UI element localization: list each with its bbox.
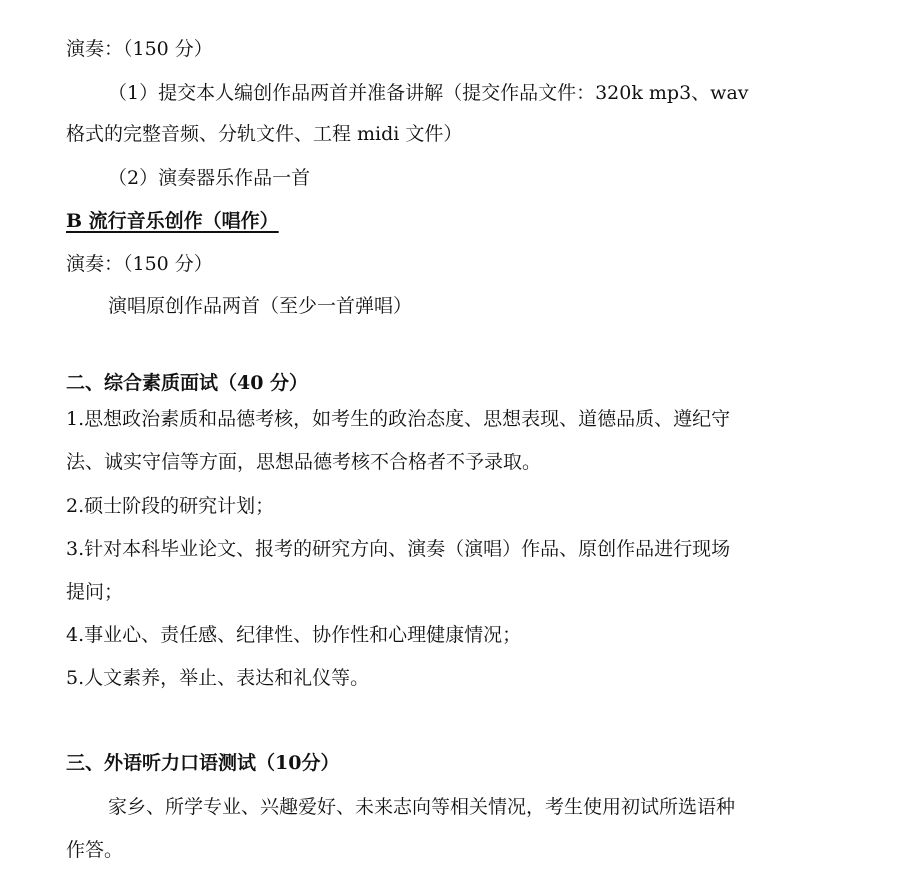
singing-requirement: 演唱原创作品两首（至少一首弹唱） — [108, 295, 413, 317]
section-2-item-2: 2.硕士阶段的研究计划； — [66, 495, 275, 517]
section-2-item-5: 5.人文素养，举止、表达和礼仪等。 — [66, 667, 370, 689]
section-3-body-a: 家乡、所学专业、兴趣爱好、未来志向等相关情况，考生使用初试所选语种 — [108, 796, 736, 818]
section-b-heading: B 流行音乐创作（唱作） — [66, 210, 279, 232]
section-2-item-3a: 3.针对本科毕业论文、报考的研究方向、演奏（演唱）作品、原创作品进行现场 — [66, 538, 731, 560]
section-2-heading: 二、综合素质面试（40 分） — [66, 372, 309, 394]
section-3-heading: 三、外语听力口语测试（10分） — [66, 752, 340, 774]
item-2-line: （2）演奏器乐作品一首 — [108, 167, 311, 189]
section-2-item-1a: 1.思想政治素质和品德考核，如考生的政治态度、思想表现、道德品质、遵纪守 — [66, 408, 731, 430]
section-2-item-4: 4.事业心、责任感、纪律性、协作性和心理健康情况； — [66, 624, 522, 646]
performance-score-line-b: 演奏：（150 分） — [66, 253, 213, 275]
performance-score-line: 演奏：（150 分） — [66, 38, 213, 60]
section-2-item-1b: 法、诚实守信等方面，思想品德考核不合格者不予录取。 — [66, 451, 542, 473]
section-2-item-3b: 提问； — [66, 581, 124, 603]
section-3-body-b: 作答。 — [66, 839, 124, 861]
item-1-line-a: （1）提交本人编创作品两首并准备讲解（提交作品文件：320k mp3、wav — [108, 82, 749, 104]
item-1-line-b: 格式的完整音频、分轨文件、工程 midi 文件） — [66, 123, 463, 145]
